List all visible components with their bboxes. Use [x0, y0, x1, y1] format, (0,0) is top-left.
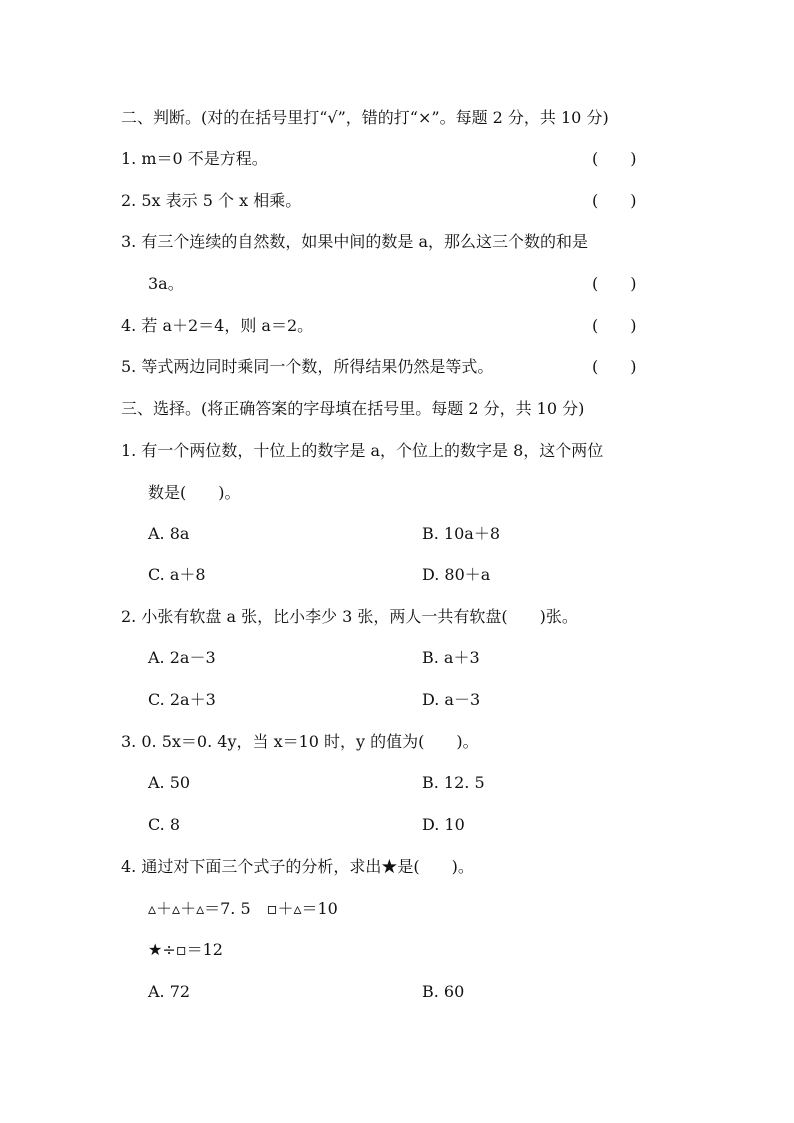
judge-item-3-continued: 3a。 [148, 274, 184, 293]
judge-item-2: 2. 5x 表示 5 个 x 相乘。 [121, 191, 302, 210]
section3-title: 三、选择。(将正确答案的字母填在括号里。每题 2 分，共 10 分) [121, 399, 585, 418]
option-c: C. a＋8 [148, 565, 206, 584]
judge-item-4: 4. 若 a＋2＝4，则 a＝2。 [121, 316, 314, 335]
answer-paren: ( ) [592, 357, 637, 376]
choice-question-4: 4. 通过对下面三个式子的分析，求出★是( )。 [121, 857, 474, 876]
judge-item-3: 3. 有三个连续的自然数，如果中间的数是 a，那么这三个数的和是 [121, 232, 588, 251]
choice-question-1: 1. 有一个两位数，十位上的数字是 a，个位上的数字是 8，这个两位 [121, 441, 604, 460]
choice-question-3: 3. 0. 5x＝0. 4y，当 x＝10 时，y 的值为( )。 [121, 732, 479, 751]
option-b: B. 10a＋8 [422, 524, 501, 543]
option-d: D. 10 [422, 815, 465, 834]
option-c: C. 8 [148, 815, 181, 834]
choice-question-2: 2. 小张有软盘 a 张，比小李少 3 张，两人一共有软盘( )张。 [121, 607, 578, 626]
option-a: A. 8a [148, 524, 190, 543]
option-d: D. a－3 [422, 690, 481, 709]
option-a: A. 2a－3 [148, 648, 216, 667]
section2-title: 二、判断。(对的在括号里打“√”，错的打“×”。每题 2 分，共 10 分) [121, 108, 609, 127]
choice-question-1-continued: 数是( )。 [148, 483, 241, 502]
option-a: A. 50 [148, 773, 191, 792]
option-b: B. a＋3 [422, 648, 480, 667]
option-b: B. 12. 5 [422, 773, 485, 792]
answer-paren: ( ) [592, 191, 637, 210]
answer-paren: ( ) [592, 316, 637, 335]
equation-line-2: ★÷▫＝12 [148, 940, 223, 959]
option-d: D. 80＋a [422, 565, 491, 584]
judge-item-5: 5. 等式两边同时乘同一个数，所得结果仍然是等式。 [121, 357, 494, 376]
option-b: B. 60 [422, 982, 465, 1001]
judge-item-1: 1. m＝0 不是方程。 [121, 149, 268, 168]
answer-paren: ( ) [592, 149, 637, 168]
option-c: C. 2a＋3 [148, 690, 216, 709]
answer-paren: ( ) [592, 274, 637, 293]
equation-line-1: ▵＋▵＋▵＝7. 5 ▫＋▵＝10 [148, 899, 338, 918]
option-a: A. 72 [148, 982, 191, 1001]
